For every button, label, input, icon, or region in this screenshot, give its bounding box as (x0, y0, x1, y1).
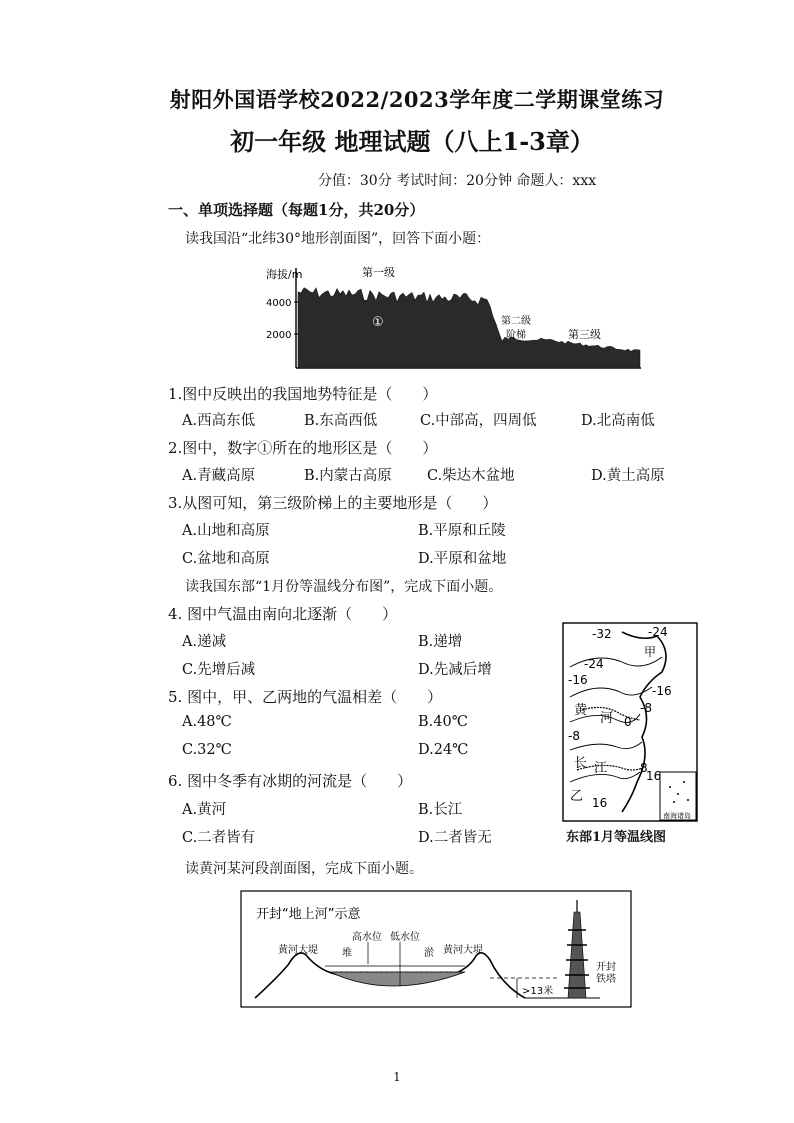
iso-label-15: 16 (646, 769, 662, 783)
label-step2-line1: 第二级 (501, 316, 531, 327)
label-dam-left: 黄河大堤 (278, 945, 318, 956)
iso-label-9: 河 (600, 711, 614, 726)
label-tower-line1: 开封 (596, 962, 616, 973)
label-step1: 第一级 (362, 266, 395, 279)
profile-tick-2000: 2000 (266, 330, 292, 341)
label-sediment-left: 堆 (342, 948, 352, 959)
q1-option-b[interactable]: B.东高西低 (304, 413, 378, 429)
iso-label-11: -8 (568, 729, 580, 743)
iso-label-16: 乙 (570, 789, 584, 804)
iso-label-2: -24 (648, 625, 668, 639)
exam-title: 初一年级 地理试题（八上1-3章） (230, 127, 594, 156)
river-profile-figure (240, 890, 632, 1008)
terrain-profile-figure (258, 258, 643, 372)
school-title: 射阳外国语学校2022/2023学年度二学期课堂练习 (169, 87, 665, 112)
isotherm-caption: 东部1月等温线图 (566, 830, 667, 845)
q2-option-a[interactable]: A.青藏高原 (182, 468, 256, 484)
q2-option-b[interactable]: B.内蒙古高原 (304, 468, 392, 484)
label-marker-1: ① (372, 315, 384, 330)
section-heading: 一、单项选择题（每题1分，共20分） (168, 201, 425, 219)
q6-option-b[interactable]: B.长江 (418, 802, 463, 818)
q5-option-b[interactable]: B.40℃ (418, 714, 468, 730)
label-dam-right: 黄河大堤 (443, 945, 483, 956)
label-sediment-right: 淤 (424, 948, 434, 959)
isotherm-inset-label: 南海诸岛 (663, 812, 691, 820)
q3-option-d[interactable]: D.平原和盆地 (418, 551, 507, 567)
q6-option-d[interactable]: D.二者皆无 (418, 830, 492, 846)
q5-option-d[interactable]: D.24℃ (418, 742, 469, 758)
iso-label-8: 黄 (574, 703, 588, 718)
q2-option-d[interactable]: D.黄土高原 (591, 468, 665, 484)
river-figure-title: 开封“地上河”示意 (256, 907, 361, 922)
iso-label-12: 长 (574, 756, 588, 771)
profile-tick-4000: 4000 (266, 298, 292, 309)
q6-option-c[interactable]: C.二者皆有 (182, 830, 256, 846)
q4-option-d[interactable]: D.先减后增 (418, 662, 492, 678)
label-step2-line2: 阶梯 (506, 330, 526, 341)
label-height: >13米 (522, 986, 554, 997)
iso-label-5: -16 (568, 673, 588, 687)
q4-option-c[interactable]: C.先增后减 (182, 662, 256, 678)
question-2-stem: 2.图中，数字①所在的地形区是（ ） (168, 439, 438, 457)
label-high-water: 高水位 (352, 932, 382, 943)
iso-label-4: -24 (584, 657, 604, 671)
q5-option-a[interactable]: A.48℃ (182, 714, 232, 730)
q3-option-b[interactable]: B.平原和丘陵 (418, 523, 506, 539)
q2-option-c[interactable]: C.柴达木盆地 (427, 468, 515, 484)
iso-label-13: 江 (594, 761, 608, 776)
intro-river: 读黄河某河段剖面图，完成下面小题。 (185, 861, 423, 877)
iso-label-6: -16 (652, 684, 672, 698)
iso-label-3: 甲 (644, 645, 657, 659)
question-4-stem: 4. 图中气温由南向北逐渐（ ） (168, 605, 398, 623)
q6-option-a[interactable]: A.黄河 (182, 802, 227, 818)
iso-label-7: -8 (640, 701, 652, 715)
isotherm-map (562, 622, 698, 822)
page-number: 1 (393, 1070, 401, 1084)
question-5-stem: 5. 图中，甲、乙两地的气温相差（ ） (168, 688, 443, 706)
question-6-stem: 6. 图中冬季有冰期的河流是（ ） (168, 772, 413, 790)
iso-label-14: 8 (640, 761, 648, 775)
q4-option-b[interactable]: B.递增 (418, 634, 463, 650)
label-step3: 第三级 (568, 328, 601, 341)
profile-ylabel: 海拔/m (266, 268, 303, 281)
exam-meta: 分值：30分 考试时间：20分钟 命题人：xxx (317, 173, 597, 189)
q1-option-c[interactable]: C.中部高，四周低 (420, 413, 537, 429)
intro-profile: 读我国沿“北纬30°地形剖面图”，回答下面小题： (185, 231, 491, 247)
q1-option-d[interactable]: D.北高南低 (581, 413, 655, 429)
q3-option-a[interactable]: A.山地和高原 (182, 523, 270, 539)
iso-label-17: 16 (592, 796, 608, 810)
q5-option-c[interactable]: C.32℃ (182, 742, 232, 758)
iso-label-1: -32 (592, 627, 612, 641)
question-3-stem: 3.从图可知，第三级阶梯上的主要地形是（ ） (168, 494, 498, 512)
question-1-stem: 1.图中反映出的我国地势特征是（ ） (168, 385, 438, 403)
q4-option-a[interactable]: A.递减 (182, 634, 227, 650)
intro-isotherm: 读我国东部“1月份等温线分布图”，完成下面小题。 (185, 579, 503, 595)
q3-option-c[interactable]: C.盆地和高原 (182, 551, 270, 567)
label-low-water: 低水位 (390, 932, 420, 943)
label-tower-line2: 铁塔 (596, 974, 616, 985)
iso-label-10: 0 (624, 715, 632, 729)
q1-option-a[interactable]: A.西高东低 (182, 413, 256, 429)
